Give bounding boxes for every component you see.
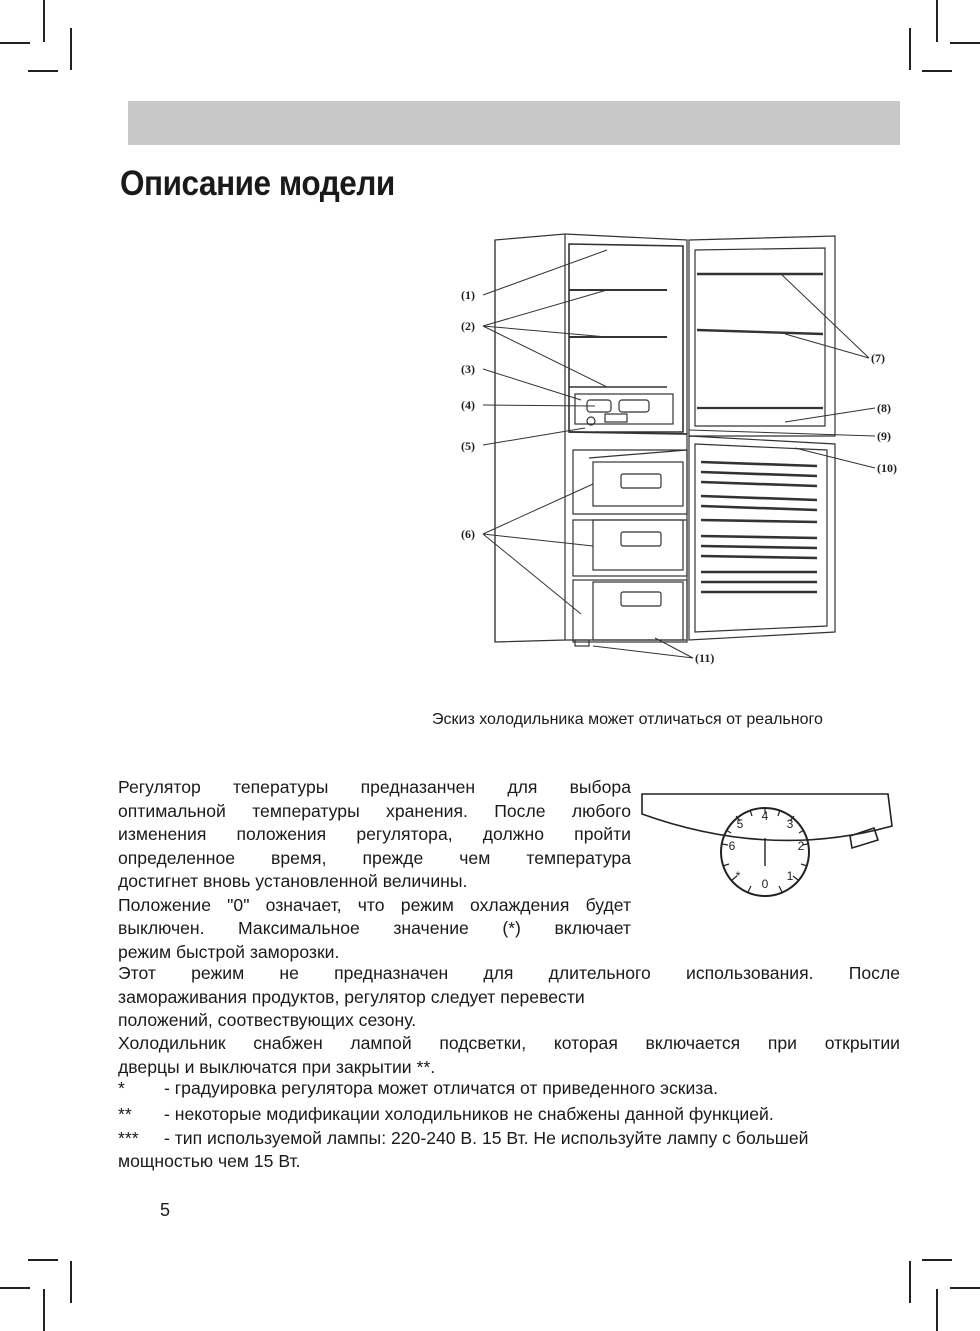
figure-label-4: (4) xyxy=(461,398,475,412)
crop-mark xyxy=(28,1259,58,1261)
crop-mark xyxy=(936,1289,938,1331)
text-line: Этот режим не предназначен для длительного использования. После xyxy=(118,963,900,983)
figure-label-2: (2) xyxy=(461,319,475,333)
dial-number-0: 0 xyxy=(761,877,769,891)
page-title: Описание модели xyxy=(120,164,395,203)
figure-caption: Эскиз холодильника может отличаться от реального xyxy=(432,711,823,728)
dial-number-6: 6 xyxy=(728,839,736,853)
text-line: изменения положения регулятора, должно пройти xyxy=(118,824,631,844)
footnote-text: - некоторые модификации холодильников не снабжены данной функцией. xyxy=(164,1104,774,1124)
footnote-text: - градуировка регулятора может отличатся от приведенного эскиза. xyxy=(164,1078,719,1098)
text-line: замораживания продуктов, регулятор следует перевести xyxy=(118,986,585,1007)
crop-mark xyxy=(922,1259,952,1261)
header-bar xyxy=(128,101,900,145)
thermostat-dial-diagram xyxy=(638,780,900,900)
figure-label-5: (5) xyxy=(461,439,475,453)
footnote-continuation: мощностью чем 15 Вт. xyxy=(118,1151,301,1171)
footnote-mark: ** xyxy=(118,1104,132,1124)
text-line: режим быстрой заморозки. xyxy=(118,941,340,962)
text-line: положений, соотвествующих сезону. xyxy=(118,1010,417,1030)
page-number: 5 xyxy=(160,1200,171,1220)
text-line: Регулятор тепературы предназанчен для выбора xyxy=(118,777,631,797)
crop-mark xyxy=(950,42,980,44)
dial-number-3: 3 xyxy=(786,817,794,831)
crop-mark xyxy=(0,1287,30,1289)
footnote-1 xyxy=(118,1078,718,1099)
crop-mark xyxy=(0,42,30,44)
figure-label-10: (10) xyxy=(877,461,897,475)
crop-mark xyxy=(43,1289,45,1331)
regulator-paragraph xyxy=(118,776,631,964)
figure-label-7: (7) xyxy=(871,351,885,365)
dial-max-mark: * xyxy=(735,869,741,883)
figure-label-9: (9) xyxy=(877,429,891,443)
dial-number-5: 5 xyxy=(736,817,744,831)
crop-mark xyxy=(909,28,911,70)
footnote-mark: *** xyxy=(118,1128,139,1148)
fridge-diagram xyxy=(455,222,905,672)
text-line: дверцы и выключатся при закрытии **. xyxy=(118,1056,436,1077)
text-line: Холодильник снабжен лампой подсветки, которая включается при открытии xyxy=(118,1033,900,1053)
figure-label-11: (11) xyxy=(695,651,715,665)
text-line: достигнет вновь установленной величины. xyxy=(118,871,468,891)
crop-mark xyxy=(43,0,45,42)
text-line: определенное время, прежде чем температура xyxy=(118,847,631,868)
text-line: выключен. Максимальное значение (*) включает xyxy=(118,918,631,938)
dial-number-4: 4 xyxy=(761,809,769,823)
mode-paragraph xyxy=(118,962,900,1033)
crop-mark xyxy=(936,0,938,42)
lamp-paragraph xyxy=(118,1032,900,1079)
crop-mark xyxy=(950,1287,980,1289)
crop-mark xyxy=(28,70,58,72)
figure-label-8: (8) xyxy=(877,401,891,415)
figure-label-6: (6) xyxy=(461,527,475,541)
footnote-mark: * xyxy=(118,1078,125,1098)
figure-label-3: (3) xyxy=(461,362,475,376)
figure-label-1: (1) xyxy=(461,288,475,302)
dial-number-1: 1 xyxy=(786,869,794,883)
crop-mark xyxy=(922,70,952,72)
footnote-text: - тип используемой лампы: 220-240 В. 15 Вт. Не используйте лампу с большей xyxy=(164,1128,809,1148)
crop-mark xyxy=(70,28,72,70)
crop-mark xyxy=(909,1261,911,1303)
text-line: оптимальной температуры хранения. После любого xyxy=(118,800,631,821)
crop-mark xyxy=(70,1261,72,1303)
footnote-2 xyxy=(118,1104,774,1125)
dial-number-2: 2 xyxy=(797,839,805,853)
text-line: Положение "0" означает, что режим охлаждения будет xyxy=(118,894,631,915)
footnote-3 xyxy=(118,1128,809,1149)
